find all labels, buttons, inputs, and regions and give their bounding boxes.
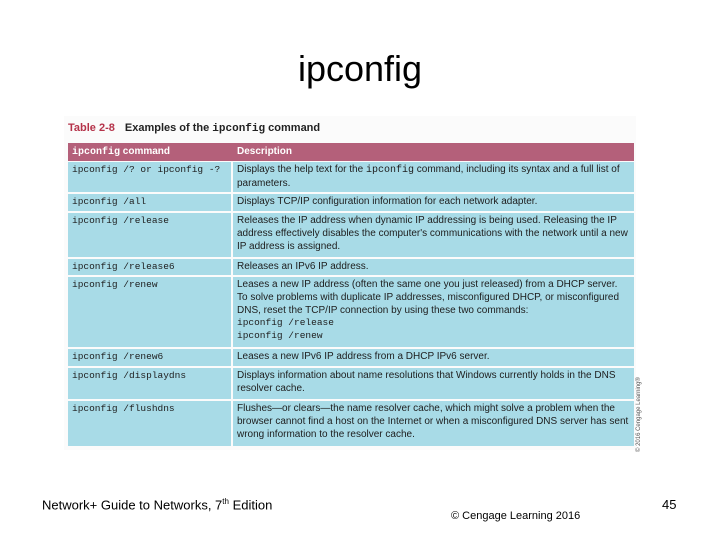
table-row xyxy=(68,349,634,366)
table-header xyxy=(68,143,634,161)
table-row xyxy=(68,277,634,347)
command-cell: ipconfig /renew xyxy=(68,277,231,347)
command-cell: ipconfig /renew6 xyxy=(68,349,231,366)
command-cell: ipconfig /flushdns xyxy=(68,401,231,446)
desc-text: Leases a new IP address (often the same one you just released) from a DHCP server. To solve problems with duplicate IP addresses, misconfigured DHCP, or misconfigured DNS, reset the TCP/IP connection by using these two commands: xyxy=(237,279,620,316)
description-cell: Flushes—or clears—the name resolver cache, which might solve a problem when the browser cannot find a host on the Internet or when a misconfigured DNS server has sent wrong information to the resolver cache. xyxy=(233,401,634,446)
desc-text: command, including its syntax and a full list of parameters. xyxy=(237,164,620,189)
table-row xyxy=(68,368,634,399)
table-row xyxy=(68,213,634,257)
page-number: 45 xyxy=(662,497,677,512)
description-cell: Leases a new IPv6 IP address from a DHCP IPv6 server. xyxy=(233,349,634,366)
description-cell xyxy=(233,162,634,192)
desc-code: ipconfig xyxy=(365,165,414,176)
command-cell: ipconfig /release xyxy=(68,213,231,257)
image-credit: © 2016 Cengage Learning® xyxy=(636,377,642,452)
header-command-code: ipconfig xyxy=(72,147,121,158)
table-caption xyxy=(68,122,320,135)
table-caption-post: command xyxy=(265,122,321,134)
table-number: Table 2-8 xyxy=(68,122,115,134)
table-row xyxy=(68,259,634,275)
description-cell: Releases the IP address when dynamic IP addressing is being used. Releasing the IP address effectively disables the computer's communications with the network until a new IP address is assigned. xyxy=(233,213,634,257)
table-caption-code: ipconfig xyxy=(212,123,266,135)
table-caption-pre: Examples of the xyxy=(124,122,213,134)
command-cell: ipconfig /? or ipconfig -? xyxy=(68,162,231,192)
table-row xyxy=(68,401,634,446)
header-description: Description xyxy=(237,146,293,157)
footer-title-sup: th xyxy=(222,497,229,506)
command-cell: ipconfig /release6 xyxy=(68,259,231,275)
description-cell: Releases an IPv6 IP address. xyxy=(233,259,634,275)
description-cell: Displays information about name resolutions that Windows currently holds in the DNS resolver cache. xyxy=(233,368,634,399)
description-cell: Displays TCP/IP configuration information for each network adapter. xyxy=(233,194,634,211)
table-row xyxy=(68,194,634,211)
footer-title-text: Network+ Guide to Networks, 7 xyxy=(42,497,223,513)
desc-code-line: ipconfig /release xyxy=(237,317,334,329)
header-command-text: command xyxy=(120,146,171,157)
desc-text: Displays the help text for the xyxy=(237,164,366,175)
footer-copyright: © Cengage Learning 2016 xyxy=(451,510,581,522)
header-command xyxy=(72,143,170,161)
desc-code-line: ipconfig /renew xyxy=(237,330,323,342)
footer-book-title xyxy=(42,497,272,512)
slide-title: ipconfig xyxy=(297,48,423,89)
command-cell: ipconfig /all xyxy=(68,194,231,211)
description-cell xyxy=(233,277,634,347)
command-cell: ipconfig /displaydns xyxy=(68,368,231,399)
table-row xyxy=(68,162,634,192)
footer-title-end: Edition xyxy=(228,497,273,513)
command-table xyxy=(64,116,636,450)
